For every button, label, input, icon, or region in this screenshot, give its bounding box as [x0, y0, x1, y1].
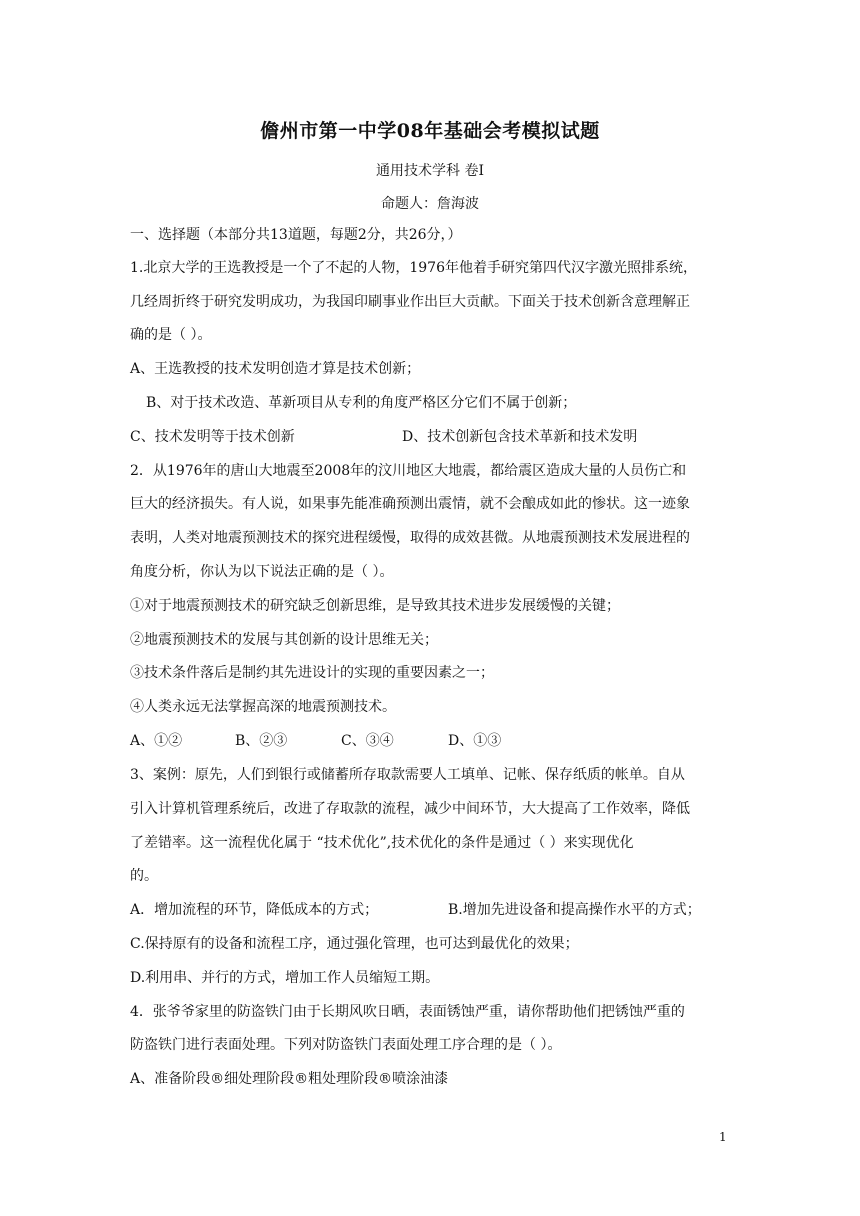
q4-option-a: A、准备阶段®细处理阶段®粗处理阶段®喷涂油漆	[130, 1071, 449, 1087]
q2-statement-1: ①对于地震预测技术的研究缺乏创新思维，是导致其技术进步发展缓慢的关键；	[130, 598, 620, 614]
q1-option-d: D、技术创新包含技术革新和技术发明	[402, 429, 638, 445]
q3-option-d: D.利用串、并行的方式，增加工作人员缩短工期。	[130, 970, 440, 986]
q4-text-line2: 防盗铁门进行表面处理。下列对防盗铁门表面处理工序合理的是（ ）。	[130, 1037, 562, 1053]
exam-author: 命题人：詹海波	[381, 196, 479, 212]
q3-option-a: A．增加流程的环节，降低成本的方式；	[130, 902, 379, 918]
q2-option-d: D、①③	[448, 733, 502, 749]
q2-text-line1: 2．从1976年的唐山大地震至2008年的汶川地区大地震，都给震区造成大量的人员伤亡和	[130, 463, 687, 479]
q3-text-line2: 引入计算机管理系统后，改进了存取款的流程，减少中间环节，大大提高了工作效率，降低	[130, 801, 690, 817]
q2-text-line4: 角度分析，你认为以下说法正确的是（ ）。	[130, 564, 394, 580]
q3-text-line3: 了差错率。这一流程优化属于 “技术优化”,技术优化的条件是通过（ ）来实现优化	[130, 835, 634, 851]
q2-option-b: B、②③	[235, 733, 288, 749]
q1-text-line3: 确的是（ ）。	[130, 327, 212, 343]
q2-statement-3: ③技术条件落后是制约其先进设计的实现的重要因素之一；	[130, 665, 494, 681]
section-heading: 一、选择题（本部分共13道题，每题2分，共26分，）	[130, 227, 462, 243]
exam-subject: 通用技术学科 卷Ⅰ	[376, 163, 484, 179]
q2-statement-2: ②地震预测技术的发展与其创新的设计思维无关；	[130, 632, 438, 648]
q1-option-b: B、对于技术改造、革新项目从专利的角度严格区分它们不属于创新；	[146, 395, 577, 411]
exam-title: 儋州市第一中学08年基础会考模拟试题	[260, 120, 600, 142]
q4-text-line1: 4．张爷爷家里的防盗铁门由于长期风吹日晒，表面锈蚀严重，请你帮助他们把锈蚀严重的	[130, 1004, 685, 1020]
q2-statement-4: ④人类永远无法掌握高深的地震预测技术。	[130, 699, 396, 715]
q1-text-line1: 1.北京大学的王选教授是一个了不起的人物，1976年他着手研究第四代汉字激光照排系统，	[130, 260, 697, 276]
q3-text-line1: 3、案例：原先，人们到银行或储蓄所存取款需要人工填单、记帐、保存纸质的帐单。自从	[130, 767, 685, 783]
q3-option-c: C.保持原有的设备和流程工序，通过强化管理，也可达到最优化的效果；	[130, 936, 579, 952]
q2-option-c: C、③④	[341, 733, 394, 749]
q2-text-line3: 表明，人类对地震预测技术的探究进程缓慢，取得的成效甚微。从地震预测技术发展进程的	[130, 530, 690, 546]
q3-option-b: B.增加先进设备和提高操作水平的方式；	[448, 902, 701, 918]
q2-text-line2: 巨大的经济损失。有人说，如果事先能准确预测出震情，就不会酿成如此的惨状。这一迹象	[130, 496, 690, 512]
q1-option-a: A、王选教授的技术发明创造才算是技术创新；	[130, 361, 421, 377]
q2-option-a: A、①②	[130, 733, 183, 749]
q1-text-line2: 几经周折终于研究发明成功，为我国印刷事业作出巨大贡献。下面关于技术创新含意理解正	[130, 294, 690, 310]
q1-option-c: C、技术发明等于技术创新	[130, 429, 295, 445]
q3-text-line4: 的。	[130, 868, 158, 884]
page-number: 1	[719, 1130, 727, 1144]
